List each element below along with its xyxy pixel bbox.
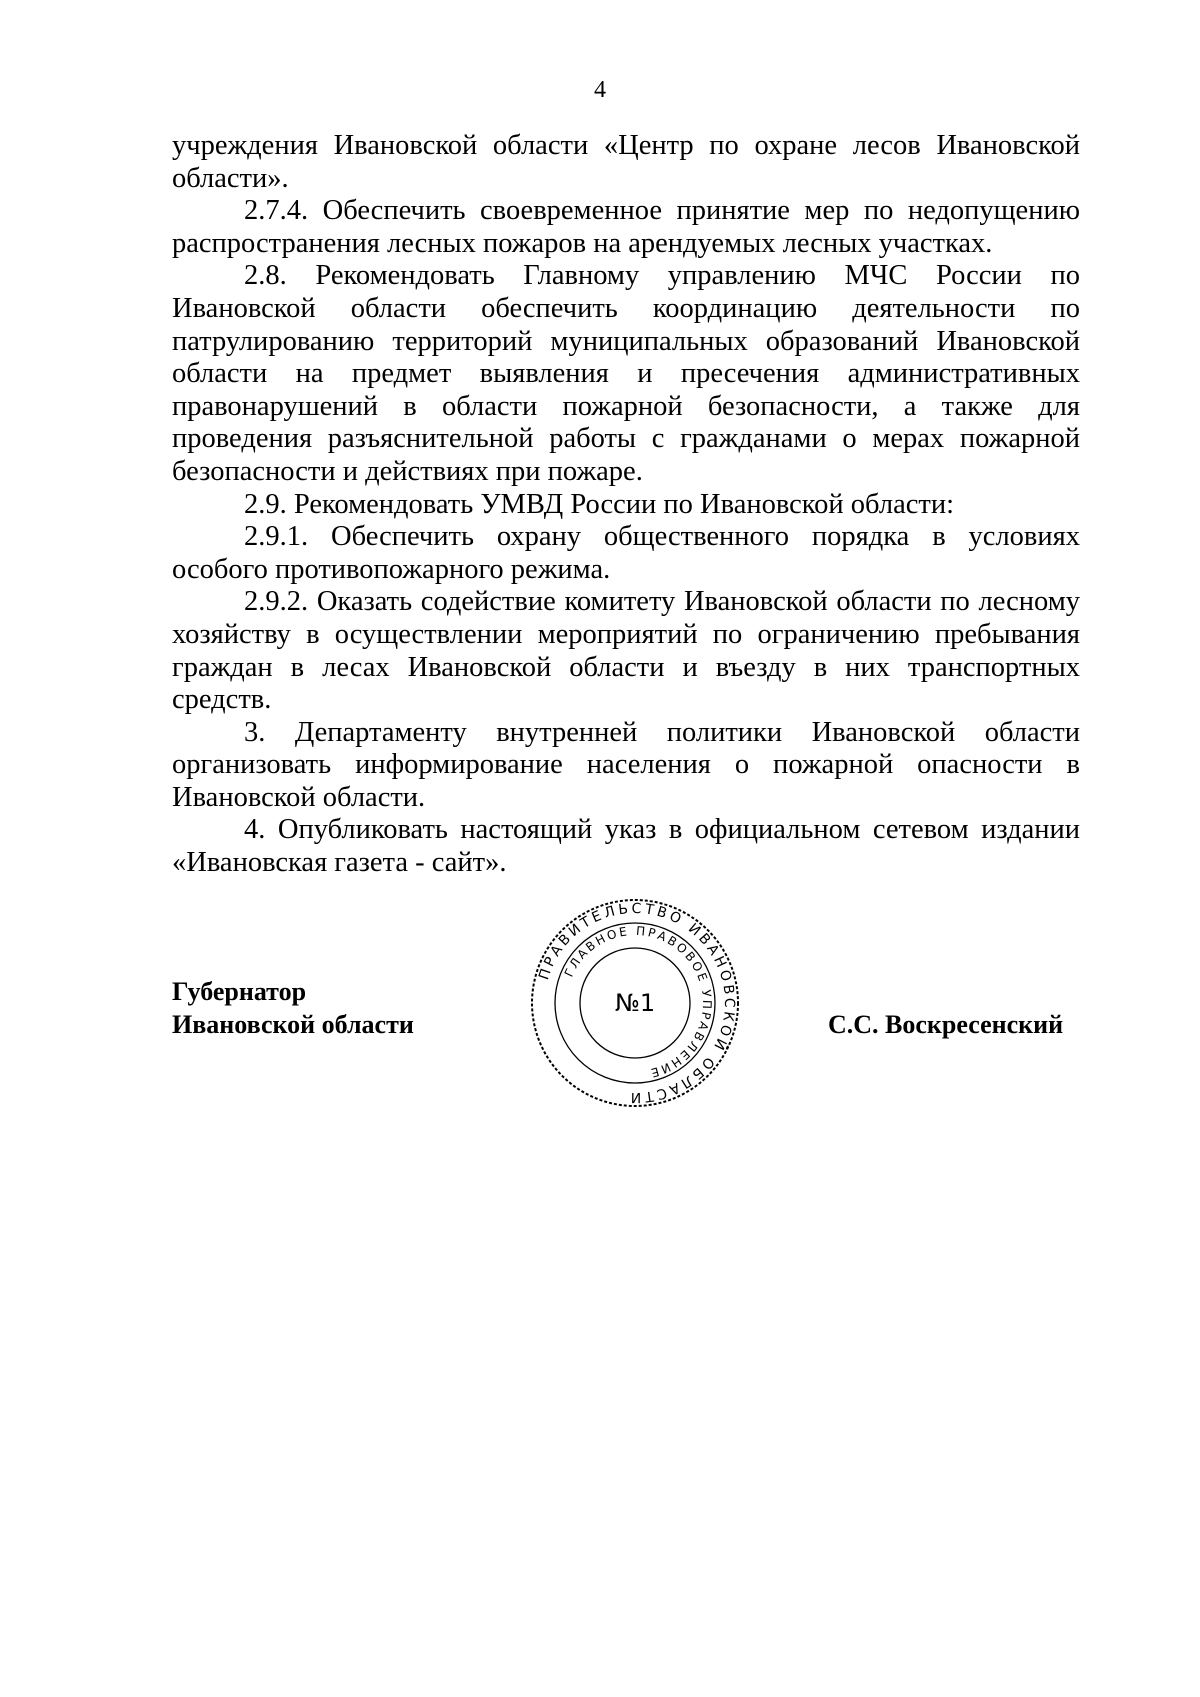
document-body [172,130,1080,880]
paragraph: 2.7.4. Обеспечить своевременное принятие мер по недопущению распространения лесных пожаров на арендуемых лесных участках. [172,195,1080,259]
paragraph: 2.8. Рекомендовать Главному управлению МЧС России по Ивановской области обеспечить координацию деятельности по патрулированию территорий муниципальных образований Ивановской области на предмет выявления и пресечения административных правонарушений в области пожарной безопасности, а также для проведения разъяснительной работы с гражданами о мерах пожарной безопасности и действиях при пожаре. [172,260,1080,487]
paragraph: 3. Департаменту внутренней политики Ивановской области организовать информирование населения о пожарной опасности в Ивановской области. [172,716,1080,813]
paragraph: 4. Опубликовать настоящий указ в официальном сетевом издании «Ивановская газета - сайт». [172,814,1080,879]
official-stamp [530,898,740,1108]
signatory-title-line2: Ивановской области [172,1010,414,1039]
paragraph: 2.9.2. Оказать содействие комитету Ивановской области по лесному хозяйству в осуществлении мероприятий по ограничению пребывания граждан в лесах Ивановской области и въезду в них транспортных средств. [172,586,1080,716]
stamp-outer-text: ПРАВИТЕЛЬСТВО ИВАНОВСКОЙ ОБЛАСТИ [536,900,738,1106]
signatory-title-line1: Губернатор [172,977,307,1006]
stamp-number: №1 [614,989,656,1017]
paragraph: учреждения Ивановской области «Центр по охране лесов Ивановской области». [172,130,1080,194]
stamp-inner-text: ГЛАВНОЕ ПРАВОВОЕ УПРАВЛЕНИЕ [561,923,715,1081]
signatory-title [172,975,414,1041]
paragraph: 2.9. Рекомендовать УМВД России по Ивановской области: [244,488,954,520]
paragraph: 2.9.1. Обеспечить охрану общественного порядка в условиях особого противопожарного режима. [172,521,1080,585]
page-number: 4 [594,77,606,103]
signatory-name: С.С. Воскресенский [828,1010,1064,1039]
